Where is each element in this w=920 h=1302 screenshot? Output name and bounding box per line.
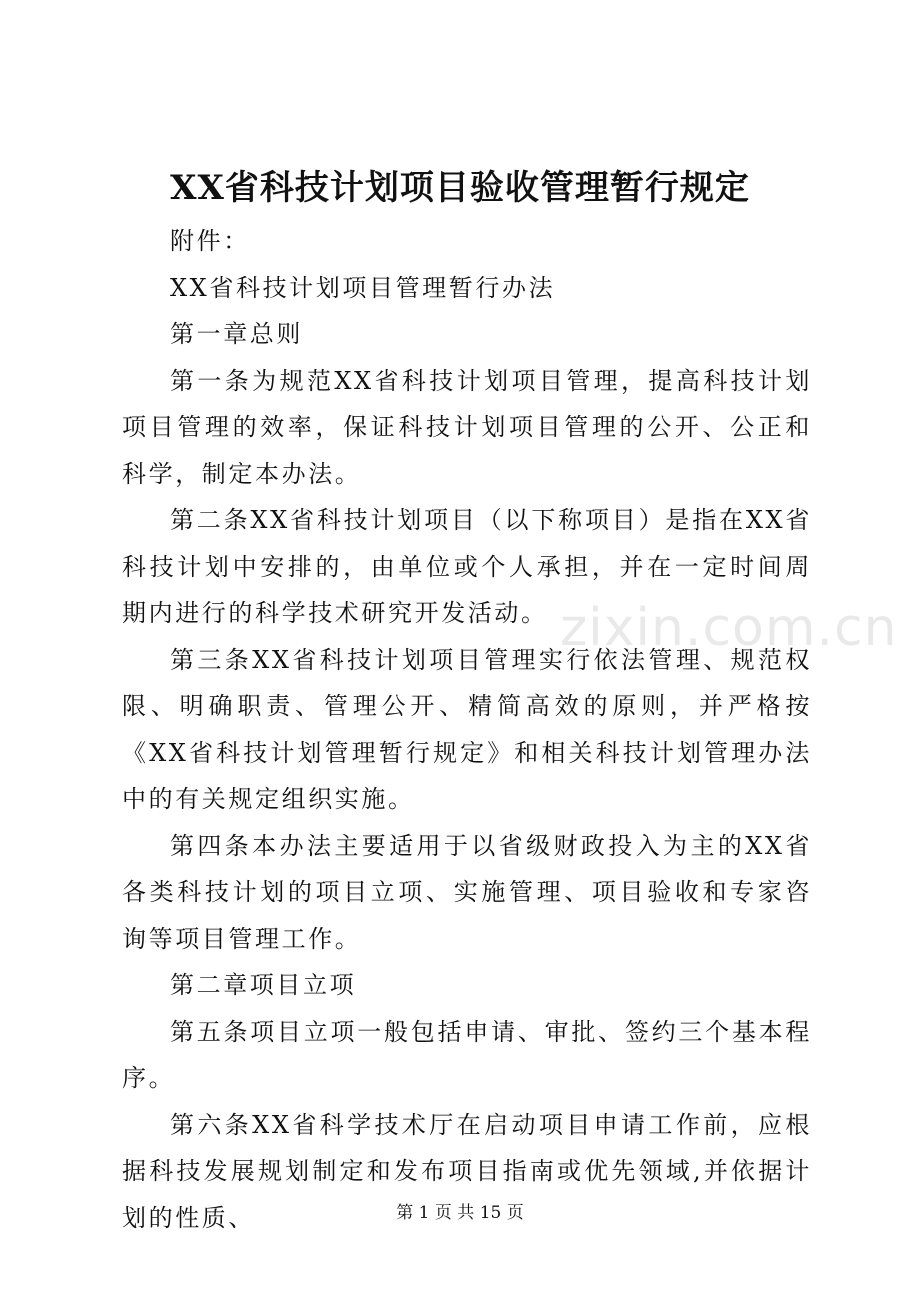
paragraph-article-2: 第二条XX省科技计划项目（以下称项目）是指在XX省科技计划中安排的，由单位或个人承担，并在一定时间周期内进行的科学技术研究开发活动。 (122, 506, 812, 627)
paragraph-doc-name: XX省科技计划项目管理暂行办法 (170, 273, 556, 302)
paragraph-article-3: 第三条XX省科技计划项目管理实行依法管理、规范权限、明确职责、管理公开、精简高效的原则，并严格按《XX省科技计划管理暂行规定》和相关科技计划管理办法中的有关规定组织实施。 (122, 645, 812, 813)
paragraph-article-6: 第六条XX省科学技术厅在启动项目申请工作前，应根据科技发展规划制定和发布项目指南或优先领域,并依据计划的性质、 (122, 1110, 812, 1232)
paragraph-chapter-2-heading: 第二章项目立项 (170, 971, 357, 999)
document-title: XX省科技计划项目验收管理暂行规定 (170, 168, 750, 208)
paragraph-article-5: 第五条项目立项一般包括申请、审批、签约三个基本程序。 (122, 1017, 812, 1092)
page-footer: 第 1 页 共 15 页 (396, 1203, 524, 1223)
paragraph-attachment-label: 附件： (170, 227, 250, 255)
paragraph-article-1: 第一条为规范XX省科技计划项目管理，提高科技计划项目管理的效率，保证科技计划项目管理的公开、公正和科学，制定本办法。 (122, 366, 812, 488)
paragraph-article-4: 第四条本办法主要适用于以省级财政投入为主的XX省各类科技计划的项目立项、实施管理、项目验收和专家咨询等项目管理工作。 (122, 831, 812, 953)
watermark: zixin.com.cn (560, 598, 898, 658)
paragraph-chapter-1-heading: 第一章总则 (170, 320, 303, 348)
document-body (122, 218, 812, 1241)
